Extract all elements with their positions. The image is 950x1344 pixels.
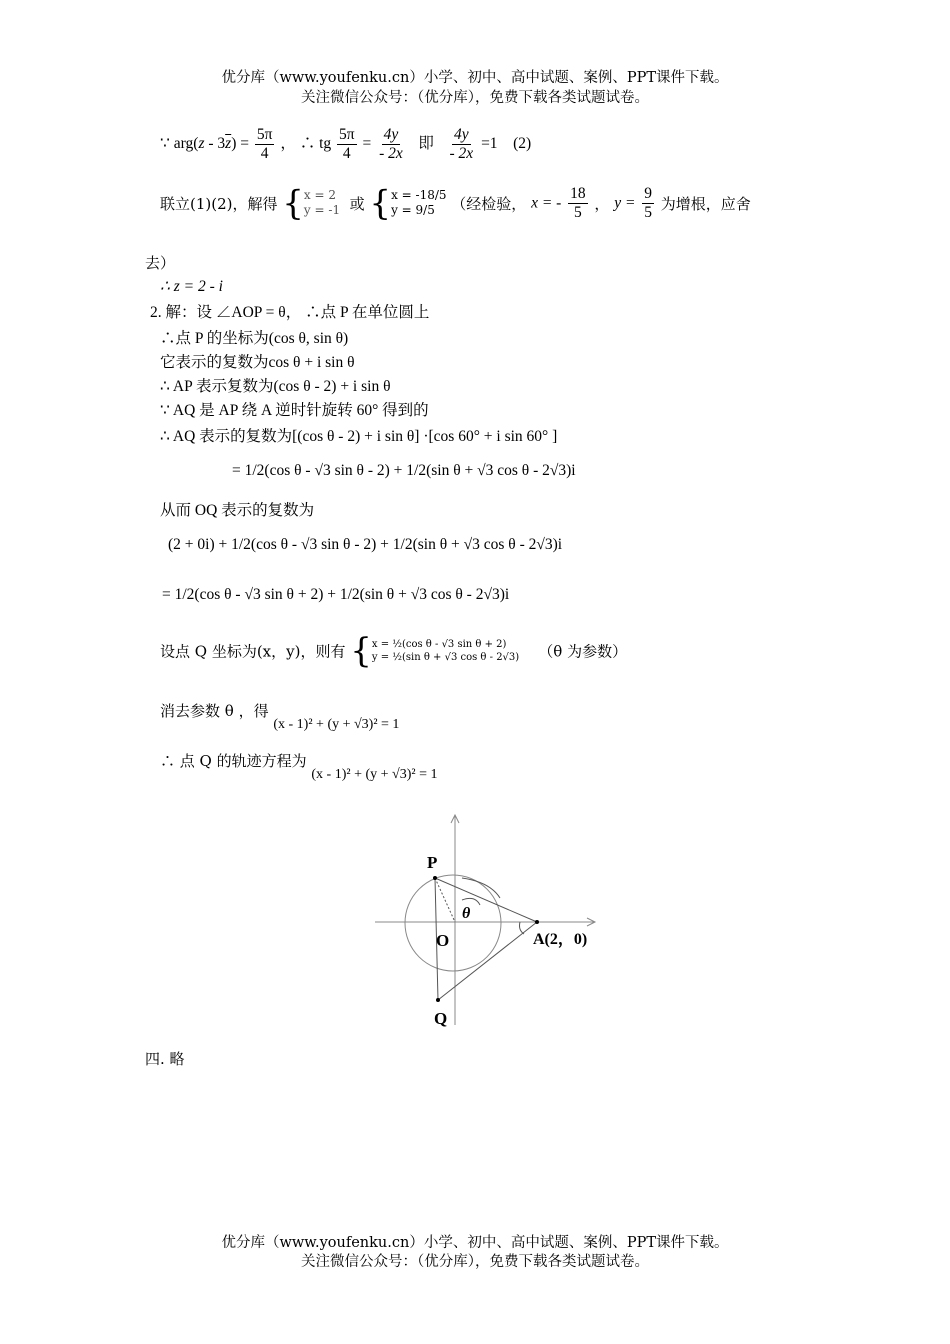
eliminate-param-line: 消去参数 θ ，得 (x - 1)² + (y + √3)² = 1 <box>160 702 400 732</box>
z-result: ∴ z = 2 - i <box>160 278 223 295</box>
solution-2-line-8: 从而 OQ 表示的复数为 <box>160 502 315 519</box>
header-line-2: 关注微信公众号：（优分库），免费下载各类试题试卷。 <box>301 90 649 106</box>
solution-2-line-4: ∴ AP 表示复数为(cos θ - 2) + i sin θ <box>160 378 391 395</box>
header-line-1: 优分库（www.youfenku.cn）小学、初中、高中试题、案例、PPT课件下载。 <box>221 70 729 86</box>
param-equations: 设点 Q 坐标为(x，y)，则有 { x = ½(cos θ - √3 sin θ + 2) y = ½(sin θ + √3 cos θ - 2√3) （θ 为参数） <box>160 631 628 671</box>
theta-arc <box>462 898 480 905</box>
solution-2-line-5: ∵ AQ 是 AP 绕 A 逆时针旋转 60° 得到的 <box>160 402 429 419</box>
part-4: 四. 略 <box>145 1050 185 1068</box>
point-A <box>535 920 539 924</box>
point-P <box>433 876 437 880</box>
trajectory-line: ∴ 点 Q 的轨迹方程为 (x - 1)² + (y + √3)² = 1 <box>160 752 438 782</box>
solution-2-line-6: ∴ AQ 表示的复数为[(cos θ - 2) + i sin θ] ·[cos 60° + i sin 60° ] <box>160 428 558 445</box>
solution-2-line-2: ∴点 P 的坐标为(cos θ, sin θ) <box>160 330 349 347</box>
solution-2-line-1: 2. 解：设 ∠AOP = θ， ∴点 P 在单位圆上 <box>150 304 430 321</box>
label-O: O <box>436 931 450 950</box>
label-P: P <box>427 853 438 872</box>
segment-AQ <box>438 922 537 1000</box>
arg-equation: ∵ $arg(z - 3\overline{z})$ = $\frac{5\pi}{4}$ ， ∴ tg $\frac{5\pi}{4}$ = $\frac{4y}{- 2x}$ 即 $\frac{4y}{- 2x}$ =1 (2) <box>160 126 532 162</box>
solution-2-line-3: 它表示的复数为cos θ + i sin θ <box>160 354 355 371</box>
footer-line-1: 优分库（www.youfenku.cn）小学、初中、高中试题、案例、PPT课件下载。 <box>221 1235 729 1251</box>
geometry-figure <box>370 810 620 1035</box>
unit-circle <box>405 875 501 971</box>
qu-line: 去） <box>145 254 176 272</box>
label-A: A(2，0) <box>533 931 588 948</box>
solution-2-line-9: (2 + 0i) + 1/2(cos θ - √3 sin θ - 2) + 1/2(sin θ + √3 cos θ - 2√3)i <box>168 536 563 553</box>
solution-2-line-10: = 1/2(cos θ - √3 sin θ + 2) + 1/2(sin θ + √3 cos θ - 2√3)i <box>162 586 510 603</box>
label-Q: Q <box>434 1009 448 1028</box>
segment-OP <box>435 878 455 922</box>
solve-line: 联立(1)(2)，解得 { x = 2 y = -1 或 { x = -18/5 y = 9/5 （经检验， x = - $\frac{18}{5}$ ， y = $\frac{9}{5}$ 为增根，应舍 <box>160 183 751 224</box>
circle-arc-mark <box>462 878 500 898</box>
point-Q <box>436 998 440 1002</box>
footer-line-2: 关注微信公众号：（优分库），免费下载各类试题试卷。 <box>301 1254 649 1270</box>
label-theta: θ <box>462 905 471 922</box>
solution-2-line-7: = 1/2(cos θ - √3 sin θ - 2) + 1/2(sin θ + √3 cos θ - 2√3)i <box>232 462 576 479</box>
segment-PA <box>435 878 537 922</box>
